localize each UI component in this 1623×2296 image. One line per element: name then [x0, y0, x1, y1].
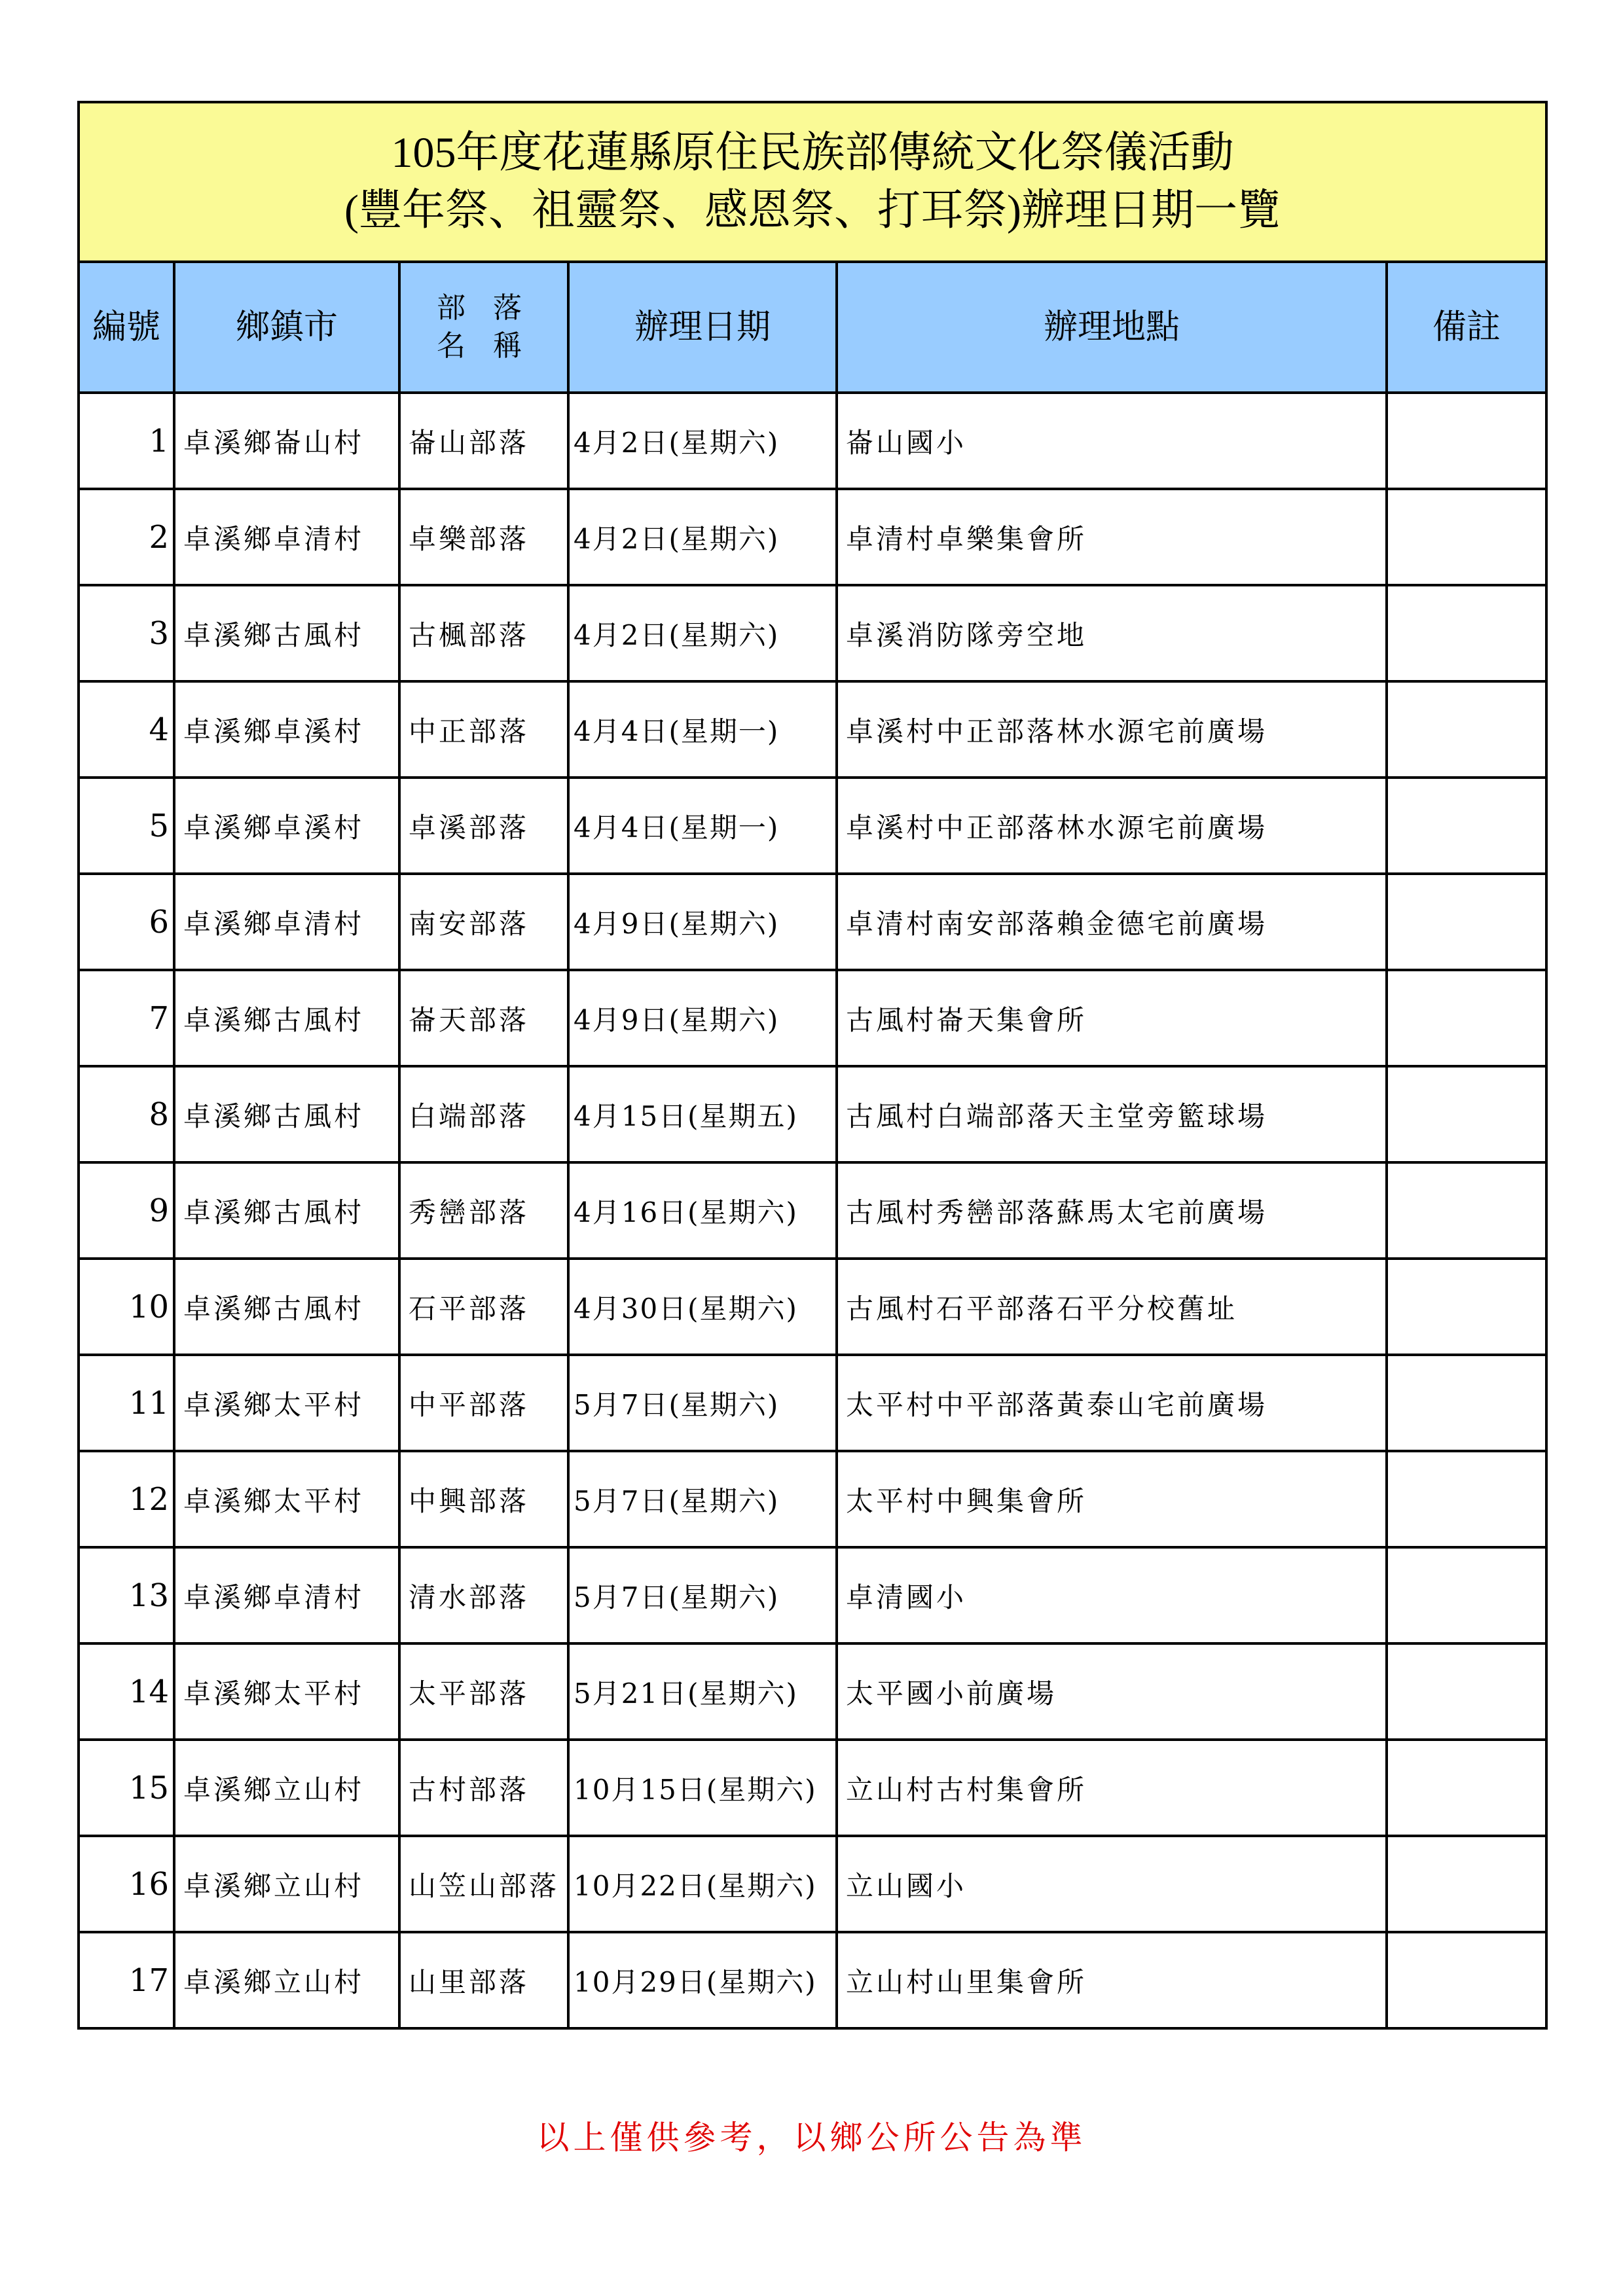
remarks-cell [1387, 585, 1546, 681]
venue-cell: 古風村白端部落天主堂旁籃球場 [837, 1066, 1387, 1162]
township-cell: 卓溪鄉古風村 [174, 585, 399, 681]
venue-cell: 立山國小 [837, 1836, 1387, 1932]
table-row [79, 1355, 1546, 1451]
township-cell: 卓溪鄉太平村 [174, 1643, 399, 1740]
venue-cell: 卓清國小 [837, 1547, 1387, 1643]
date-cell: 4月9日(星期六) [568, 970, 837, 1066]
venue-cell: 太平國小前廣場 [837, 1643, 1387, 1740]
venue-cell: 古風村石平部落石平分校舊址 [837, 1259, 1387, 1355]
table-row [79, 681, 1546, 778]
tribe-cell: 清水部落 [399, 1547, 568, 1643]
date-cell: 5月21日(星期六) [568, 1643, 837, 1740]
document-title [79, 102, 1546, 262]
remarks-cell [1387, 1355, 1546, 1451]
column-header-tribe-line-1: 部 落 [437, 291, 531, 325]
row-number: 14 [79, 1643, 174, 1740]
tribe-cell: 古村部落 [399, 1740, 568, 1836]
table-row [79, 778, 1546, 874]
township-cell: 卓溪鄉太平村 [174, 1451, 399, 1547]
venue-cell: 太平村中平部落黃泰山宅前廣場 [837, 1355, 1387, 1451]
tribe-cell: 白端部落 [399, 1066, 568, 1162]
date-cell: 4月9日(星期六) [568, 874, 837, 970]
remarks-cell [1387, 970, 1546, 1066]
date-cell: 10月22日(星期六) [568, 1836, 837, 1932]
township-cell: 卓溪鄉古風村 [174, 1162, 399, 1259]
tribe-cell: 中正部落 [399, 681, 568, 778]
row-number: 17 [79, 1932, 174, 2028]
remarks-cell [1387, 1451, 1546, 1547]
venue-cell: 卓溪村中正部落林水源宅前廣場 [837, 681, 1387, 778]
row-number: 16 [79, 1836, 174, 1932]
remarks-cell [1387, 778, 1546, 874]
date-cell: 10月15日(星期六) [568, 1740, 837, 1836]
row-number: 5 [79, 778, 174, 874]
table-row [79, 874, 1546, 970]
township-cell: 卓溪鄉古風村 [174, 1066, 399, 1162]
tribe-cell: 崙天部落 [399, 970, 568, 1066]
row-number: 7 [79, 970, 174, 1066]
row-number: 15 [79, 1740, 174, 1836]
date-cell: 5月7日(星期六) [568, 1355, 837, 1451]
column-header-venue: 辦理地點 [837, 262, 1387, 393]
row-number: 6 [79, 874, 174, 970]
column-header-no: 編號 [79, 262, 174, 393]
township-cell: 卓溪鄉卓清村 [174, 874, 399, 970]
tribe-cell: 南安部落 [399, 874, 568, 970]
schedule-table [77, 101, 1548, 2030]
table-row [79, 1932, 1546, 2028]
venue-cell: 卓溪消防隊旁空地 [837, 585, 1387, 681]
column-header-tribe-line-2: 名 稱 [437, 329, 531, 363]
date-cell: 4月2日(星期六) [568, 585, 837, 681]
date-cell: 4月15日(星期五) [568, 1066, 837, 1162]
tribe-cell: 崙山部落 [399, 393, 568, 489]
row-number: 13 [79, 1547, 174, 1643]
row-number: 1 [79, 393, 174, 489]
remarks-cell [1387, 681, 1546, 778]
venue-cell: 古風村崙天集會所 [837, 970, 1387, 1066]
tribe-cell: 太平部落 [399, 1643, 568, 1740]
row-number: 3 [79, 585, 174, 681]
date-cell: 5月7日(星期六) [568, 1451, 837, 1547]
column-header-township: 鄉鎮市 [174, 262, 399, 393]
tribe-cell: 卓溪部落 [399, 778, 568, 874]
tribe-cell: 中平部落 [399, 1355, 568, 1451]
tribe-cell: 卓樂部落 [399, 489, 568, 585]
remarks-cell [1387, 489, 1546, 585]
table-row [79, 1740, 1546, 1836]
venue-cell: 卓清村南安部落賴金德宅前廣場 [837, 874, 1387, 970]
venue-cell: 太平村中興集會所 [837, 1451, 1387, 1547]
township-cell: 卓溪鄉卓清村 [174, 1547, 399, 1643]
venue-cell: 卓清村卓樂集會所 [837, 489, 1387, 585]
row-number: 10 [79, 1259, 174, 1355]
title-line-2: (豐年祭、祖靈祭、感恩祭、打耳祭)辦理日期一覽 [344, 187, 1281, 234]
column-header-tribe [399, 262, 568, 393]
table-row [79, 489, 1546, 585]
table-row [79, 1451, 1546, 1547]
date-cell: 4月30日(星期六) [568, 1259, 837, 1355]
remarks-cell [1387, 1162, 1546, 1259]
township-cell: 卓溪鄉古風村 [174, 970, 399, 1066]
venue-cell: 崙山國小 [837, 393, 1387, 489]
title-line-1: 105年度花蓮縣原住民族部傳統文化祭儀活動 [391, 129, 1234, 177]
township-cell: 卓溪鄉立山村 [174, 1740, 399, 1836]
remarks-cell [1387, 1740, 1546, 1836]
table-row [79, 1162, 1546, 1259]
remarks-cell [1387, 1259, 1546, 1355]
row-number: 9 [79, 1162, 174, 1259]
date-cell: 10月29日(星期六) [568, 1932, 837, 2028]
row-number: 4 [79, 681, 174, 778]
row-number: 8 [79, 1066, 174, 1162]
table-row [79, 585, 1546, 681]
remarks-cell [1387, 874, 1546, 970]
tribe-cell: 山笠山部落 [399, 1836, 568, 1932]
table-row [79, 1066, 1546, 1162]
tribe-cell: 中興部落 [399, 1451, 568, 1547]
date-cell: 4月16日(星期六) [568, 1162, 837, 1259]
date-cell: 5月7日(星期六) [568, 1547, 837, 1643]
tribe-cell: 石平部落 [399, 1259, 568, 1355]
disclaimer-note: 以上僅供參考，以鄉公所公告為準 [536, 2119, 1087, 2157]
township-cell: 卓溪鄉立山村 [174, 1932, 399, 2028]
date-cell: 4月4日(星期一) [568, 778, 837, 874]
township-cell: 卓溪鄉古風村 [174, 1259, 399, 1355]
column-header-date: 辦理日期 [568, 262, 837, 393]
table-row [79, 1836, 1546, 1932]
row-number: 2 [79, 489, 174, 585]
date-cell: 4月2日(星期六) [568, 489, 837, 585]
venue-cell: 立山村古村集會所 [837, 1740, 1387, 1836]
township-cell: 卓溪鄉崙山村 [174, 393, 399, 489]
tribe-cell: 古楓部落 [399, 585, 568, 681]
date-cell: 4月4日(星期一) [568, 681, 837, 778]
remarks-cell [1387, 1643, 1546, 1740]
date-cell: 4月2日(星期六) [568, 393, 837, 489]
township-cell: 卓溪鄉立山村 [174, 1836, 399, 1932]
remarks-cell [1387, 393, 1546, 489]
table-row [79, 1547, 1546, 1643]
remarks-cell [1387, 1066, 1546, 1162]
venue-cell: 古風村秀巒部落蘇馬太宅前廣場 [837, 1162, 1387, 1259]
venue-cell: 立山村山里集會所 [837, 1932, 1387, 2028]
township-cell: 卓溪鄉太平村 [174, 1355, 399, 1451]
table-row [79, 1259, 1546, 1355]
table-row [79, 1643, 1546, 1740]
township-cell: 卓溪鄉卓清村 [174, 489, 399, 585]
row-number: 11 [79, 1355, 174, 1451]
row-number: 12 [79, 1451, 174, 1547]
remarks-cell [1387, 1547, 1546, 1643]
remarks-cell [1387, 1836, 1546, 1932]
table-row [79, 970, 1546, 1066]
township-cell: 卓溪鄉卓溪村 [174, 778, 399, 874]
tribe-cell: 山里部落 [399, 1932, 568, 2028]
table-row [79, 393, 1546, 489]
township-cell: 卓溪鄉卓溪村 [174, 681, 399, 778]
venue-cell: 卓溪村中正部落林水源宅前廣場 [837, 778, 1387, 874]
tribe-cell: 秀巒部落 [399, 1162, 568, 1259]
column-header-remarks: 備註 [1387, 262, 1546, 393]
remarks-cell [1387, 1932, 1546, 2028]
column-header-row [79, 262, 1546, 393]
